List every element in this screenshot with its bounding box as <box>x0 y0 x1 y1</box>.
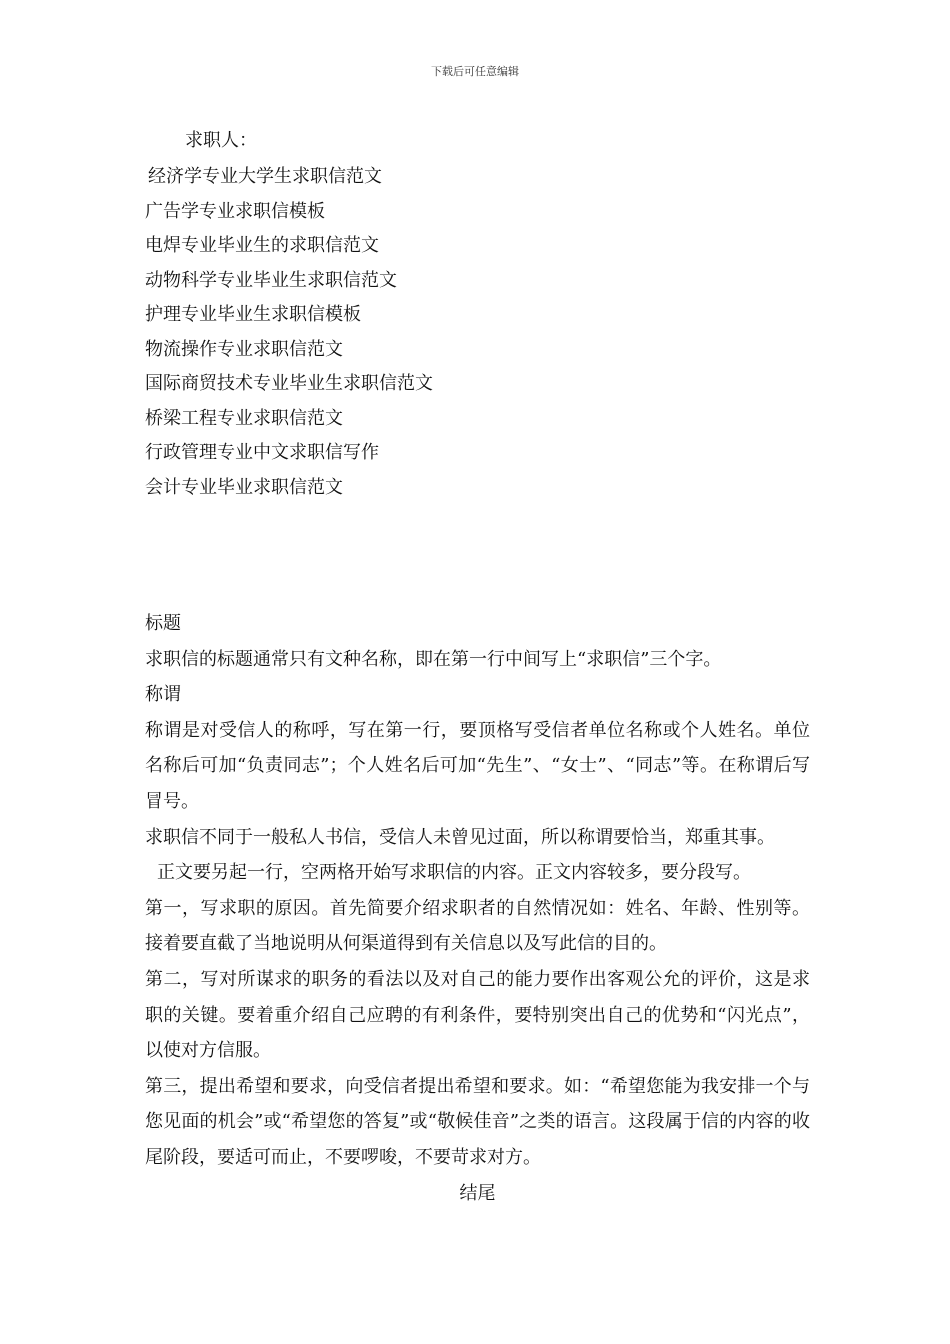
related-link[interactable]: 国际商贸技术专业毕业生求职信范文 <box>145 373 433 394</box>
point-2-paragraph: 第二，写对所谋求的职务的看法以及对自己的能力要作出客观公允的评价，这是求职的关键。要着重介绍自己应聘的有利条件，要特别突出自己的优势和“闪光点”，以使对方信服。 <box>145 968 810 1062</box>
related-link[interactable]: 物流操作专业求职信范文 <box>145 338 343 360</box>
point-3-paragraph: 第三，提出希望和要求，向受信者提出希望和要求。如：“希望您能为我安排一个与您见面的机会”或“希望您的答复”或“敬候佳音”之类的语言。这段属于信的内容的收尾阶段，要适可而止，不要啰唆，不要苛求对方。 <box>145 1075 810 1168</box>
writing-guide <box>145 606 810 1211</box>
related-links-list <box>145 160 810 505</box>
related-link[interactable]: 桥梁工程专业求职信范文 <box>145 407 343 429</box>
page-header: 下载后可任意编辑 <box>431 65 519 78</box>
related-link[interactable]: 行政管理专业中文求职信写作 <box>145 442 379 463</box>
related-link[interactable]: 电焊专业毕业生的求职信范文 <box>145 235 379 256</box>
salutation-paragraph: 称谓是对受信人的称呼，写在第一行，要顶格写受信者单位名称或个人姓名。单位名称后可加“负责同志”；个人姓名后可加“先生”、“女士”、“同志”等。在称谓后写冒号。 <box>145 719 810 812</box>
related-link[interactable]: 广告学专业求职信模板 <box>145 200 325 222</box>
signer-label: 求职人： <box>185 130 257 151</box>
related-link[interactable]: 动物科学专业毕业生求职信范文 <box>145 269 397 291</box>
body-intro-paragraph: 正文要另起一行，空两格开始写求职信的内容。正文内容较多，要分段写。 <box>157 862 751 884</box>
salutation-note-paragraph: 求职信不同于一般私人书信，受信人未曾见过面，所以称谓要恰当，郑重其事。 <box>145 826 775 848</box>
section-heading-salutation: 称谓 <box>145 684 181 706</box>
section-heading-title: 标题 <box>145 613 181 634</box>
point-1-paragraph: 第一，写求职的原因。首先简要介绍求职者的自然情况如：姓名、年龄、性别等。接着要直截了当地说明从何渠道得到有关信息以及写此信的目的。 <box>145 897 810 955</box>
section-heading-closing: 结尾 <box>459 1182 496 1204</box>
related-link[interactable]: 经济学专业大学生求职信范文 <box>148 166 382 187</box>
title-paragraph: 求职信的标题通常只有文种名称，即在第一行中间写上“求职信”三个字。 <box>145 648 722 670</box>
related-link[interactable]: 会计专业毕业求职信范文 <box>145 476 343 498</box>
related-link[interactable]: 护理专业毕业生求职信模板 <box>145 304 361 325</box>
